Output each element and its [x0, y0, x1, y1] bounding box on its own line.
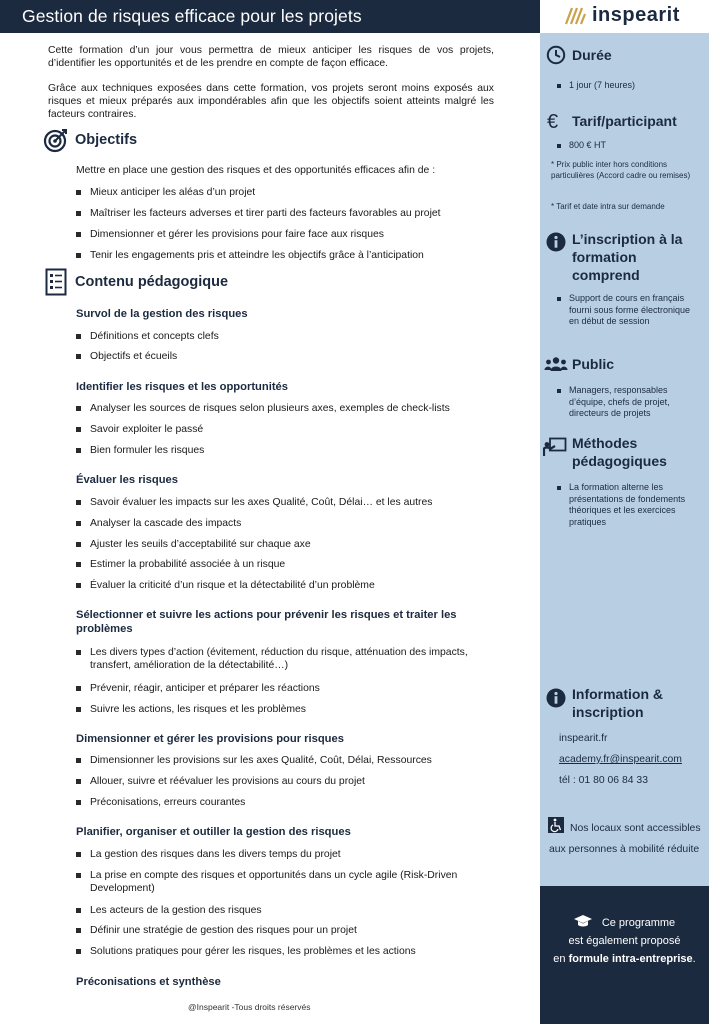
section-title: Survol de la gestion des risques	[76, 308, 248, 320]
methodes-heading: Méthodes pédagogiques	[572, 435, 667, 469]
intra-text-2: est également proposé	[568, 935, 681, 947]
methodes-item: La formation alterne les présentations de fondements théoriques et les exercices pratiques	[557, 482, 697, 528]
list-item: Préconisations, erreurs courantes	[76, 796, 506, 809]
objectifs-heading: Objectifs	[75, 132, 138, 148]
objectif-item: Tenir les engagements pris et atteindre les objectifs grâce à l’anticipation	[76, 249, 506, 262]
page-title: Gestion de risques efficace pour les projets	[22, 6, 362, 26]
section-title: Planifier, organiser et outiller la gestion des risques	[76, 826, 351, 838]
objectif-item: Mieux anticiper les aléas d’un projet	[76, 186, 506, 199]
target-icon	[43, 127, 69, 153]
objectifs-lead: Mettre en place une gestion des risques et des opportunités efficaces afin de :	[76, 165, 436, 176]
public-item: Managers, responsables d’équipe, chefs de projet, directeurs de projets	[557, 385, 697, 420]
section-title: Évaluer les risques	[76, 474, 178, 486]
list-item: Définir une stratégie de gestion des risques pour un projet	[76, 924, 506, 937]
list-item: Ajuster les seuils d’acceptabilité sur chaque axe	[76, 538, 506, 551]
phone-number: tél : 01 80 06 84 33	[559, 775, 648, 786]
duree-heading: Durée	[572, 47, 612, 63]
people-icon	[544, 356, 568, 374]
info-icon	[546, 688, 566, 708]
list-item: Analyser la cascade des impacts	[76, 517, 506, 530]
intra-box	[540, 886, 709, 1024]
brand-name: inspearit	[592, 4, 680, 26]
list-item: Les divers types d’action (évitement, réduction du risque, atténuation des impacts, transfert, amélioration de la détectabilité…)	[76, 646, 506, 672]
info-heading: Information & inscription	[572, 686, 663, 720]
list-item: Bien formuler les risques	[76, 444, 506, 457]
list-item: Suivre les actions, les risques et les problèmes	[76, 703, 506, 716]
inscription-item: Support de cours en français fourni sous forme électronique en début de session	[557, 293, 697, 328]
intra-text-3b: formule intra-entreprise	[568, 953, 693, 965]
contenu-heading: Contenu pédagogique	[75, 274, 229, 290]
intra-text-3c: .	[692, 953, 696, 965]
section-title: Dimensionner et gérer les provisions pour risques	[76, 733, 344, 745]
list-item: Les acteurs de la gestion des risques	[76, 904, 506, 917]
list-item: Dimensionner les provisions sur les axes Qualité, Coût, Délai, Ressources	[76, 754, 506, 767]
intro-paragraph-1: Cette formation d’un jour vous permettra de mieux anticiper les risques de vos projets, d’identifier les opportunités et de les prendre en compte de façon efficace.	[48, 45, 494, 69]
section-title: Identifier les risques et les opportunités	[76, 381, 288, 393]
title-bar	[0, 0, 540, 33]
list-item: Solutions pratiques pour gérer les risques, les problèmes et les actions	[76, 945, 506, 958]
info-icon	[546, 232, 566, 252]
footer-copyright: @Inspearit -Tous droits réservés	[188, 1002, 311, 1012]
section-title: Préconisations et synthèse	[76, 976, 221, 988]
tarif-heading: Tarif/participant	[572, 113, 677, 129]
list-item: Savoir exploiter le passé	[76, 423, 506, 436]
inscription-heading: L’inscription à la formation comprend	[572, 231, 683, 283]
list-item: Analyser les sources de risques selon plusieurs axes, exemples de check-lists	[76, 402, 506, 415]
list-item: Prévenir, réagir, anticiper et préparer les réactions	[76, 682, 506, 695]
tarif-note: * Tarif et date intra sur demande	[551, 202, 665, 211]
website-link[interactable]: inspearit.fr	[559, 733, 608, 744]
list-item: Allouer, suivre et réévaluer les provisions au cours du projet	[76, 775, 506, 788]
intro-paragraph-2: Grâce aux techniques exposées dans cette formation, vos projets seront moins exposés aux risques et mieux préparés aux impondérables afin que les objectifs soient atteints malgré les facteurs contraires.	[48, 83, 494, 120]
svg-text:€: €	[547, 111, 559, 132]
intra-line-3	[540, 950, 709, 968]
public-heading: Public	[572, 356, 615, 372]
intra-text-1: Ce programme	[601, 917, 676, 929]
tarif-item: 800 € HT	[557, 140, 697, 152]
objectif-item: Dimensionner et gérer les provisions pour faire face aux risques	[76, 228, 506, 241]
list-item: Définitions et concepts clefs	[76, 330, 506, 343]
email-link[interactable]: academy.fr@inspearit.com	[559, 754, 682, 765]
section-title: Sélectionner et suivre les actions pour prévenir les risques et traiter les problèmes	[76, 609, 457, 635]
objectif-item: Maîtriser les facteurs adverses et tirer parti des facteurs favorables au projet	[76, 207, 506, 220]
list-item: Savoir évaluer les impacts sur les axes Qualité, Coût, Délai… et les autres	[76, 496, 506, 509]
list-item: La gestion des risques dans les divers temps du projet	[76, 848, 506, 861]
list-item: La prise en compte des risques et opportunités dans un cycle agile (Risk-Driven Development)	[76, 869, 506, 895]
intra-line-1	[540, 914, 709, 932]
list-item: Estimer la probabilité associée à un risque	[76, 558, 506, 571]
graduation-cap-icon	[574, 915, 592, 927]
inspearit-logo-icon	[564, 6, 586, 26]
list-item: Évaluer la criticité d’un risque et la détectabilité d’un problème	[76, 579, 506, 592]
duree-item: 1 jour (7 heures)	[557, 80, 697, 92]
checklist-icon	[45, 268, 67, 296]
brand-logo	[540, 0, 709, 33]
presentation-icon	[543, 437, 567, 457]
tarif-note: * Prix public inter hors conditions particulières (Accord cadre ou remises)	[551, 160, 691, 180]
list-item: Objectifs et écueils	[76, 350, 506, 363]
intra-text-3a: en	[553, 953, 569, 965]
clock-icon	[546, 45, 566, 65]
euro-icon	[546, 110, 566, 132]
accessibility-note: Nos locaux sont accessibles aux personnes à mobilité réduite	[549, 823, 701, 855]
